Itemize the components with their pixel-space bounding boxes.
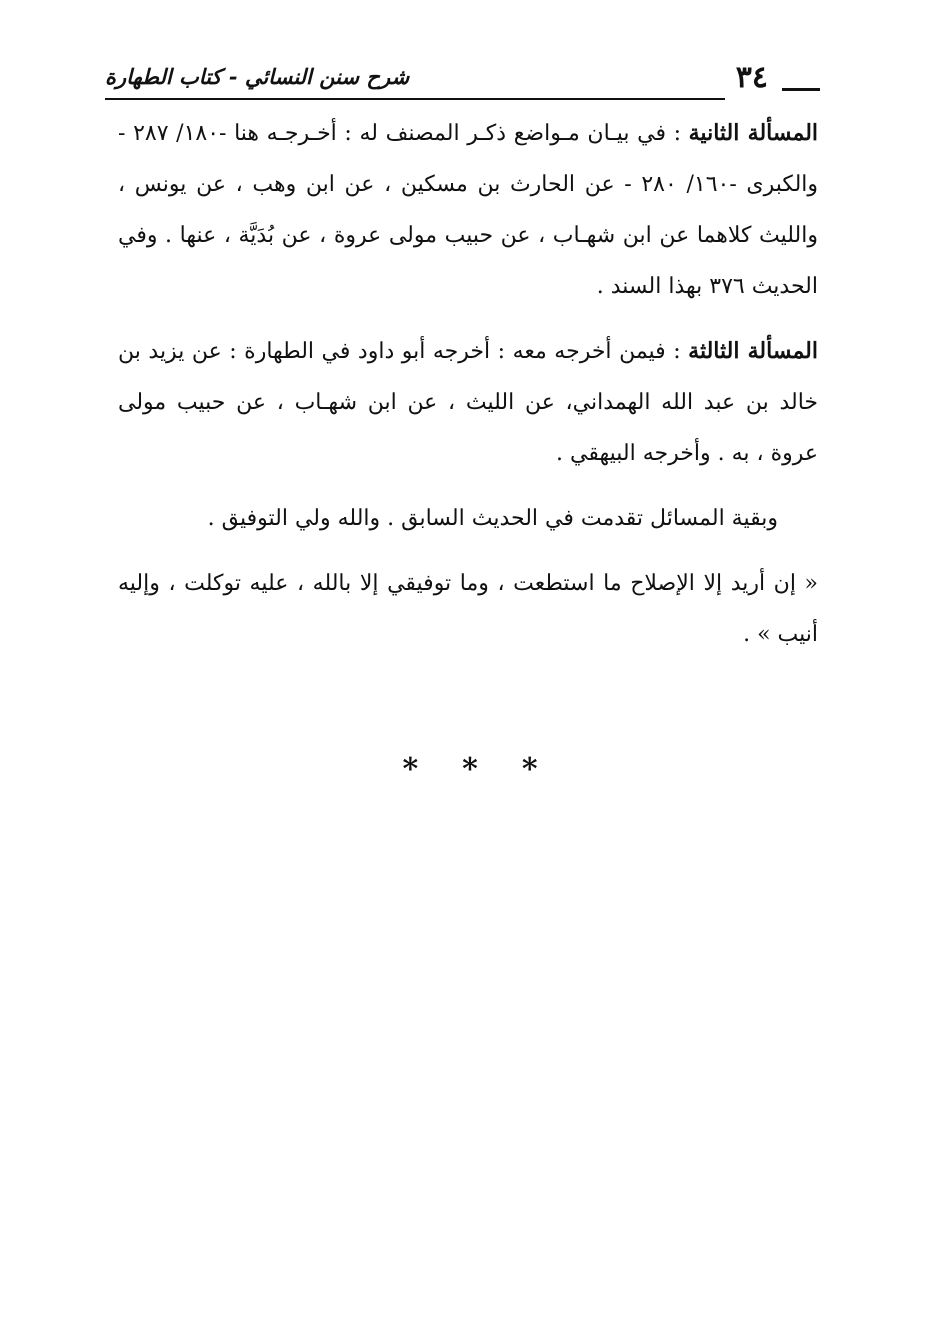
page-number-dash bbox=[782, 88, 820, 91]
page-number: ٣٤ bbox=[735, 60, 768, 95]
paragraph-heading: المسألة الثانية bbox=[688, 120, 819, 146]
paragraph-remaining-issues bbox=[118, 493, 818, 544]
paragraph-text: : في بيـان مـواضع ذكـر المصنف له : أخـرجـه هنا -١٨٠/ ٢٨٧ - والكبرى -١٦٠/ ٢٨٠ - عن الحارث بن مسكين ، عن ابن وهب ، عن يونس ، والليث كلاهما عن ابن شهـاب ، عن حبيب مولى عروة ، عن بُدَيَّة ، عنها . وفي الحديث ٣٧٦ بهذا السند . bbox=[118, 121, 819, 299]
asterisk-icon: * bbox=[462, 752, 478, 787]
paragraph-second-issue bbox=[118, 108, 818, 312]
page-header bbox=[105, 60, 820, 100]
section-end-ornament bbox=[0, 752, 940, 787]
header-rule bbox=[105, 98, 725, 100]
page-body bbox=[118, 108, 818, 674]
paragraph-third-issue bbox=[118, 326, 818, 479]
paragraph-closing-quote bbox=[118, 558, 818, 660]
paragraph-heading: المسألة الثالثة bbox=[688, 338, 818, 364]
asterisk-icon: * bbox=[521, 752, 538, 787]
paragraph-text: : فيمن أخرجه معه : أخرجه أبو داود في الطهارة : عن يزيد بن خالد بن عبد الله الهمداني، عن الليث ، عن ابن شهـاب ، عن حبيب مولى عروة ، به . وأخرجه البيهقي . bbox=[118, 339, 818, 466]
paragraph-text: « إن أريد إلا الإصلاح ما استطعت ، وما توفيقي إلا بالله ، عليه توكلت ، وإليه أنيب » . bbox=[118, 571, 818, 647]
paragraph-text: وبقية المسائل تقدمت في الحديث السابق . والله ولي التوفيق . bbox=[207, 506, 778, 531]
running-title: شرح سنن النسائي - كتاب الطهارة bbox=[105, 64, 410, 89]
asterisk-icon: * bbox=[402, 752, 419, 787]
